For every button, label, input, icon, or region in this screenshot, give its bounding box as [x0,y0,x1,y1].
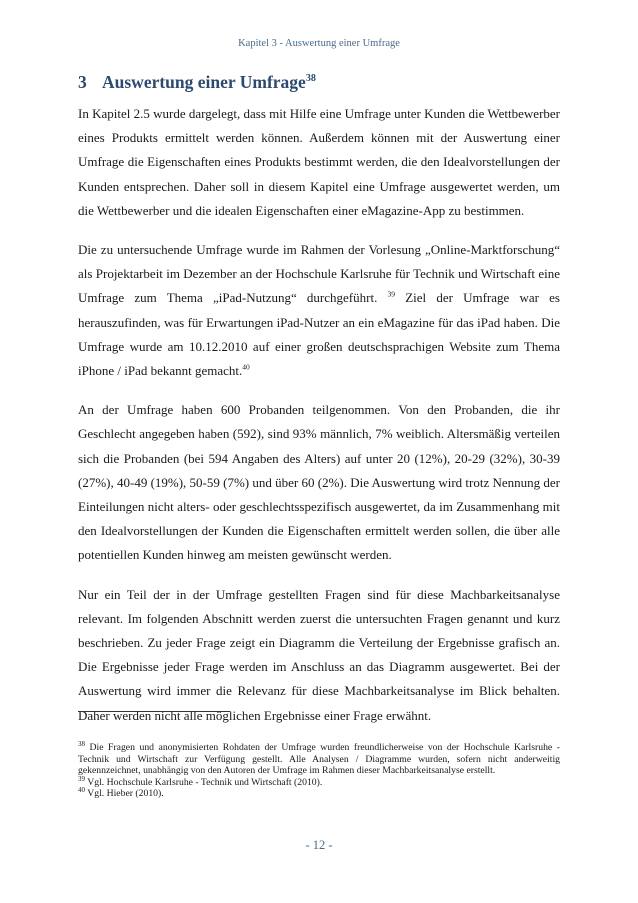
footnote-text: Vgl. Hochschule Karlsruhe - Technik und Wirtschaft (2010). [85,776,323,788]
paragraph-text: Ziel der Umfrage war es herauszufinden, was für Erwartungen iPad-Nutzer an ein eMagazine für das iPad haben. Die Umfrage wurde am 10.12.2010 auf einer großen deutschsprachigen Website zum Thema iPhone / iPad bekannt gemacht. [78,290,560,379]
footnote-40 [78,788,560,800]
paragraph-text: An der Umfrage haben 600 Probanden teilgenommen. Von den Probanden, die ihr Geschlecht angegeben haben (592), sind 93% männlich, 7% weiblich. Altersmäßig verteilen sich die Probanden (bei 594 Angaben des Alters) auf unter 20 (12%), 20-29 (32%), 30-39 (27%), 40-49 (19%), 50-59 (7%) und über 60 (2%). Die Auswertung wird trotz Nennung der Einteilungen nicht alters- oder geschlechtsspezifisch ausgewertet, da im Zusammenhang mit den Idealvorstellungen der Kunden die Eigenschaften ermittelt werden sollen, die über alle potentiellen Kunden hinweg am meisten gewünscht werden. [78,402,560,563]
footnotes [78,739,560,800]
footnote-text: Die Fragen und anonymisierten Rohdaten der Umfrage wurden freundlicherweise von der Hochschule Karlsruhe - Technik und Wirtschaft zur Verfügung gestellt. Alle Analysen / Diagramme wurden, sofern nicht anderweitig gekennzeichnet, unabhängig von den Autoren der Umfrage im Rahmen dieser Machbarkeitsanalyse erstellt. [78,742,560,777]
footnote-number: 40 [78,786,85,795]
footnote-separator [78,711,230,712]
footnote-39 [78,774,560,789]
footnote-ref: 38 [305,73,316,85]
chapter-number: 3 [78,72,87,92]
footnote-text: Vgl. Hieber (2010). [85,788,164,800]
paragraph-participants [78,398,560,567]
running-header: Kapitel 3 - Auswertung einer Umfrage [238,38,400,49]
footnote-ref: 40 [242,362,250,372]
body-text [78,102,560,743]
page-number: - 12 - [305,838,333,852]
paragraph-text: Die zu untersuchende Umfrage wurde im Rahmen der Vorlesung „Online-Marktforschung“ als Projektarbeit im Dezember an der Hochschule Karlsruhe für Technik und Wirtschaft eine Umfrage zum Thema „iPad-Nutzung“ durchgeführt. [78,242,560,306]
paragraph-text: Nur ein Teil der in der Umfrage gestellten Fragen sind für diese Machbarkeitsanalyse relevant. Im folgenden Abschnitt werden zuerst die untersuchten Fragen genannt und kurz beschrieben. Zu jeder Frage zeigt ein Diagramm die Verteilung der Ergebnisse grafisch an. Die Ergebnisse jeder Frage werden im Anschluss an das Diagramm ausgewertet. Bei der Auswertung wird immer die Relevanz für diese Machbarkeitsanalyse im Blick behalten. Daher werden nicht alle möglichen Ergebnisse einer Frage erwähnt. [78,586,560,723]
footnote-ref: 39 [387,290,396,300]
chapter-heading [78,72,316,93]
paragraph-text: In Kapitel 2.5 wurde dargelegt, dass mit Hilfe eine Umfrage unter Kunden die Wettbewerber eines Produkts ermittelt werden können. Außerdem können mit der Auswertung einer Umfrage die Eigenschaften eines Produkts bestimmt werden, die den Idealvorstellungen der Kunden entsprechen. Daher soll in diesem Kapitel eine Umfrage ausgewertet werden, um die Wettbewerber und die idealen Eigenschaften einer eMagazine-App zu bestimmen. [78,106,560,218]
footnote-38 [78,739,560,777]
footnote-number: 38 [78,739,85,748]
chapter-title: Auswertung einer Umfrage [102,72,306,92]
paragraph-intro [78,102,560,223]
paragraph-survey-origin [78,238,560,383]
footnote-number: 39 [78,774,85,783]
paragraph-method [78,583,560,728]
